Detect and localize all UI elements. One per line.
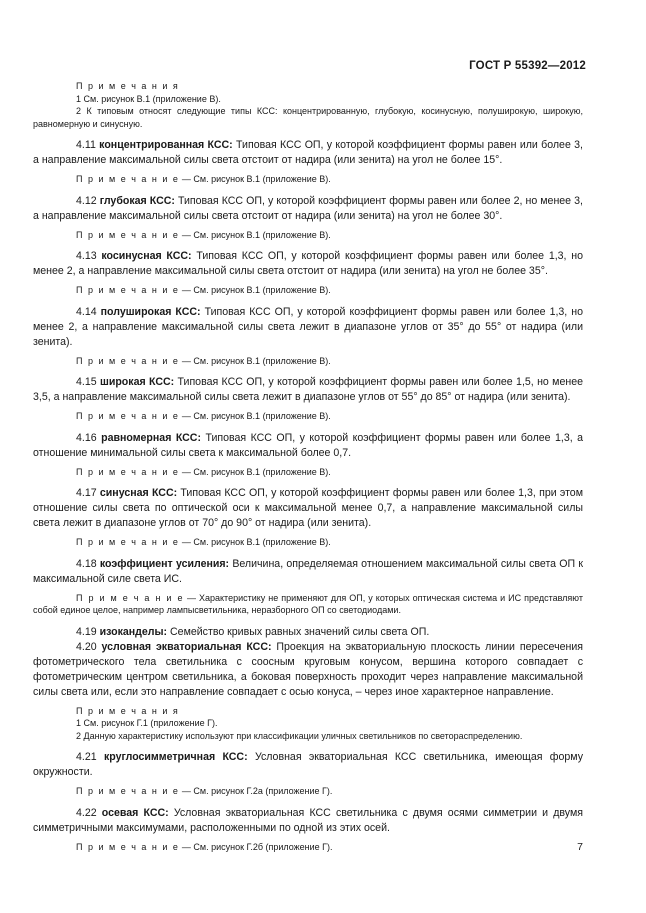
definition-4-16: 4.16 равномерная КСС: Типовая КСС ОП, у которой коэффициент формы равен или более 1,3, а отношение минимальной силы света к максимальной более 0,7. bbox=[33, 431, 584, 459]
note-line: 1 См. рисунок Г.1 (приложение Г). bbox=[76, 718, 218, 728]
definition-4-18: 4.18 коэффициент усиления: Величина, определяемая отношением максимальной силы света ОП к максимальной силе света ИС. bbox=[33, 557, 583, 585]
note-4-12: П р и м е ч а н и е — См. рисунок В.1 (приложение В). bbox=[76, 229, 331, 240]
note-line: 1 См. рисунок В.1 (приложение В). bbox=[76, 93, 221, 104]
note-line: 2 К типовым относят следующие типы КСС: концентрированную, глубокую, косинусную, полуширокую, широкую, равномерную и синусную. bbox=[33, 106, 583, 129]
note-4-21: П р и м е ч а н и е — См. рисунок Г.2а (приложение Г). bbox=[76, 786, 333, 796]
note-4-16: П р и м е ч а н и е — См. рисунок В.1 (приложение В). bbox=[76, 466, 331, 477]
note-4-14: П р и м е ч а н и е — См. рисунок В.1 (приложение В). bbox=[76, 355, 331, 366]
definition-4-13: 4.13 косинусная КСС: Типовая КСС ОП, у которой коэффициент формы равен или более 1,3, но менее 2, а направление максимальной силы света отстоит от надира (или зенита) на угол не более 35°. bbox=[33, 250, 583, 277]
definition-4-21: 4.21 круглосимметричная КСС: Условная экваториальная КСС светильника, имеющая форму окружности. bbox=[33, 751, 583, 778]
definition-4-14: 4.14 полуширокая КСС: Типовая КСС ОП, у которой коэффициент формы равен или более 1,3, но менее 2, а направление максимальной силы света лежит в диапазоне углов от 35° до 55° от надира (или зенита). bbox=[33, 305, 583, 348]
notes-heading: П р и м е ч а н и я bbox=[76, 81, 180, 91]
page-number: 7 bbox=[577, 841, 583, 853]
note-4-17: П р и м е ч а н и е — См. рисунок В.1 (приложение В). bbox=[76, 537, 331, 547]
document-header: ГОСТ Р 55392—2012 bbox=[469, 60, 586, 72]
definition-4-12: 4.12 глубокая КСС: Типовая КСС ОП, у которой коэффициент формы равен или более 2, но менее 3, а направление максимальной силы света отстоит от надира (или зенита) на угол не более 30°. bbox=[33, 194, 583, 222]
note-4-22: П р и м е ч а н и е — См. рисунок Г.2б (приложение Г). bbox=[76, 841, 333, 852]
note-4-11: П р и м е ч а н и е — См. рисунок В.1 (приложение В). bbox=[76, 174, 331, 184]
definition-4-17: 4.17 синусная КСС: Типовая КСС ОП, у которой коэффициент формы равен или более 1,3, при этом отношение силы света по оптической оси к максимальной менее 0,7, а направление максимальной силы света лежит в диапазоне углов от 70° до 90° от надира (или зенита). bbox=[33, 487, 583, 529]
note-line: 2 Данную характеристику используют при классификации уличных светильников по светораспределению. bbox=[76, 730, 523, 741]
definition-4-22: 4.22 осевая КСС: Условная экваториальная КСС светильника с двумя осями симметрии и двумя симметричными максимумами, расположенными по одной из этих осей. bbox=[33, 806, 583, 834]
document-body bbox=[33, 80, 583, 853]
notes-heading: П р и м е ч а н и я bbox=[76, 705, 180, 716]
definition-4-11: 4.11 концентрированная КСС: Типовая КСС ОП, у которой коэффициент формы равен или более 3, а направление максимальной силы света отстоит от надира (или зенита) на угол не более 15°. bbox=[33, 139, 583, 166]
note-4-15: П р и м е ч а н и е — См. рисунок В.1 (приложение В). bbox=[76, 411, 331, 421]
definition-4-15: 4.15 широкая КСС: Типовая КСС ОП, у которой коэффициент формы равен или более 1,5, но менее 3,5, а направление максимальной силы света лежит в диапазоне углов от 55° до 85° от надира (или зенита). bbox=[33, 376, 583, 403]
definition-4-19: 4.19 изоканделы: Семейство кривых равных значений силы света ОП. bbox=[76, 625, 430, 638]
definition-4-20: 4.20 условная экваториальная КСС: Проекция на экваториальную плоскость линии пересечения фотометрического тела светильника с соосным круговым конусом, вершина которого совпадает с фотометрическим центром светильника, а боковая поверхность проходит через направление максимальной силы света или, если это направление совпадает с осью конуса, – через иное характерное направление. bbox=[33, 640, 584, 698]
note-4-18: П р и м е ч а н и е — Характеристику не применяют для ОП, у которых оптическая система и ИС представляют собой единое целое, например лампысветильника, неразборного ОП со светодиодами. bbox=[33, 592, 583, 615]
note-4-13: П р и м е ч а н и е — См. рисунок В.1 (приложение В). bbox=[76, 285, 331, 295]
